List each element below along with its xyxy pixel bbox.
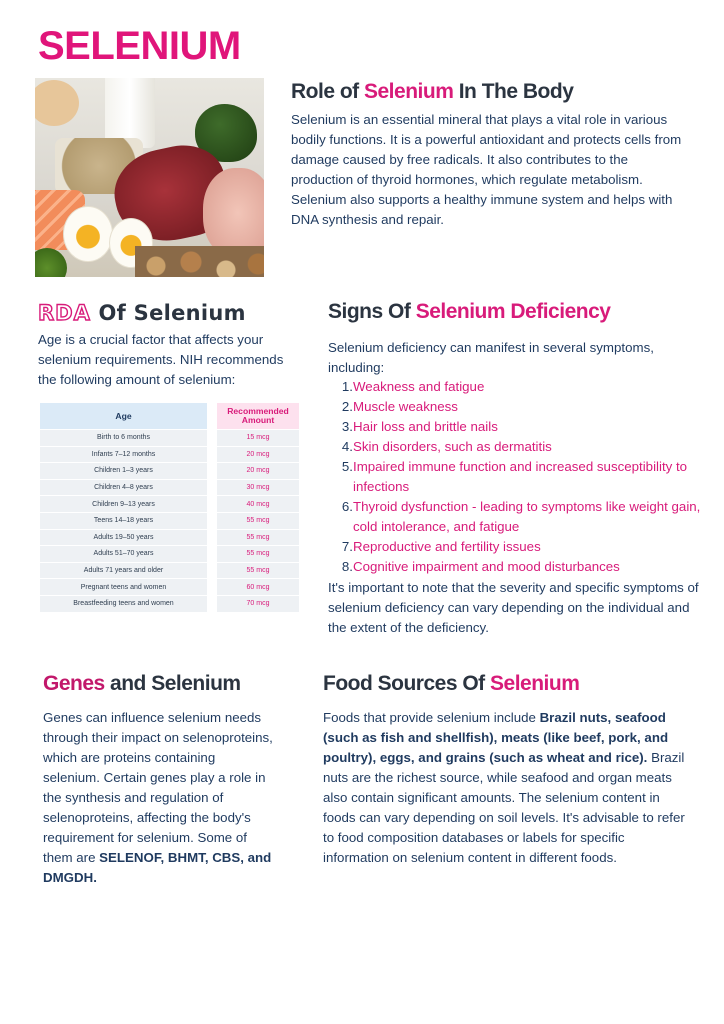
- deficiency-intro: Selenium deficiency can manifest in several symptoms, including:: [328, 340, 654, 375]
- list-item: [328, 557, 703, 577]
- table-row: [40, 446, 299, 463]
- genes-heading-highlight: Genes: [43, 672, 105, 695]
- deficiency-list: [328, 377, 703, 577]
- list-item-text: Muscle weakness: [353, 399, 458, 414]
- role-body: Selenium is an essential mineral that plays a vital role in various bodily functions. It is a powerful antioxidant and protects cells from damage caused by free radicals. It also contributes to the production of thyroid hormones, which regulate metabolism. Selenium also supports a healthy immune system and helps with DNA synthesis and repair.: [291, 112, 682, 227]
- table-row: [40, 578, 299, 595]
- table-row: [40, 529, 299, 546]
- list-item-number: 8.: [341, 559, 353, 574]
- deficiency-heading-highlight: Selenium Deficiency: [415, 300, 611, 323]
- table-row: [40, 512, 299, 529]
- rda-amount-cell: 55 mcg: [207, 529, 299, 546]
- rda-age-cell: Teens 14–18 years: [40, 512, 207, 529]
- rda-amount-cell: 20 mcg: [207, 462, 299, 479]
- list-item-number: 4.: [341, 439, 353, 454]
- rda-amount-cell: 60 mcg: [207, 578, 299, 595]
- rda-age-cell: Adults 71 years and older: [40, 562, 207, 579]
- rda-amount-cell: 20 mcg: [207, 446, 299, 463]
- list-item: [328, 437, 703, 457]
- rda-age-cell: Infants 7–12 months: [40, 446, 207, 463]
- list-item-number: 3.: [341, 419, 353, 434]
- list-item-text: Cognitive impairment and mood disturbances: [353, 559, 620, 574]
- rda-amount-cell: 70 mcg: [207, 595, 299, 612]
- genes-body-text: Genes can influence selenium needs through their impact on selenoproteins, which are proteins containing selenium. Certain genes play a role in the synthesis and regulation of selenoproteins, affecting the body's requirement for selenium. Some of them are: [43, 710, 273, 865]
- photo-egg-top: [35, 80, 79, 126]
- table-row: [40, 545, 299, 562]
- rda-age-cell: Adults 51–70 years: [40, 545, 207, 562]
- list-item-text: Weakness and fatigue: [353, 379, 485, 394]
- table-row: [40, 562, 299, 579]
- list-item: [328, 537, 703, 557]
- rda-age-cell: Breastfeeding teens and women: [40, 595, 207, 612]
- food-body: [323, 708, 693, 868]
- rda-table: [40, 403, 299, 612]
- list-item: [328, 497, 703, 537]
- page-title: SELENIUM: [38, 24, 241, 68]
- list-item: [328, 397, 703, 417]
- food-photo: [35, 78, 264, 277]
- table-row: [40, 495, 299, 512]
- food-body-bold: Brazil nuts, seafood (such as fish and shellfish), meats (like beef, pork, and poultry), eggs, and grains (such as wheat and rice).: [323, 710, 669, 765]
- photo-nuts: [135, 246, 264, 277]
- rda-table-header: [40, 403, 299, 429]
- rda-amount-cell: 15 mcg: [207, 429, 299, 446]
- genes-heading: [43, 671, 293, 697]
- list-item-text: Hair loss and brittle nails: [353, 419, 498, 434]
- food-heading-highlight: Selenium: [490, 672, 580, 695]
- list-item-number: 5.: [341, 459, 353, 474]
- genes-heading-post: and Selenium: [104, 672, 241, 695]
- list-item-number: 1.: [341, 379, 353, 394]
- table-row: [40, 429, 299, 446]
- role-heading: [291, 79, 701, 105]
- rda-amount-cell: 55 mcg: [207, 545, 299, 562]
- rda-heading-outline: RDA: [38, 301, 91, 325]
- rda-age-cell: Birth to 6 months: [40, 429, 207, 446]
- list-item-number: 2.: [341, 399, 353, 414]
- rda-amount-cell: 55 mcg: [207, 512, 299, 529]
- list-item: [328, 417, 703, 437]
- table-row: [40, 595, 299, 612]
- genes-list-bold: SELENOF, BHMT, CBS, and DMGDH.: [43, 850, 272, 885]
- role-heading-post: In The Body: [453, 80, 574, 103]
- rda-body: Age is a crucial factor that affects your selenium requirements. NIH recommends the following amount of selenium:: [38, 332, 284, 387]
- list-item-text: Skin disorders, such as dermatitis: [353, 439, 552, 454]
- table-row: [40, 462, 299, 479]
- rda-amount-cell: 30 mcg: [207, 479, 299, 496]
- list-item-number: 6.: [341, 499, 353, 514]
- genes-body: [43, 708, 275, 888]
- food-heading: [323, 671, 703, 697]
- role-heading-pre: Role of: [291, 80, 364, 103]
- rda-age-cell: Adults 19–50 years: [40, 529, 207, 546]
- table-row: [40, 479, 299, 496]
- list-item: [328, 377, 703, 397]
- food-body-pre: Foods that provide selenium include: [323, 710, 540, 725]
- deficiency-heading-pre: Signs Of: [328, 300, 416, 323]
- role-heading-highlight: Selenium: [364, 80, 454, 103]
- rda-heading-rest: Of Selenium: [90, 301, 246, 325]
- rda-heading: [38, 300, 298, 327]
- rda-age-cell: Pregnant teens and women: [40, 578, 207, 595]
- list-item: [328, 457, 703, 497]
- list-item-number: 7.: [341, 539, 353, 554]
- rda-col-amount: Recommended Amount: [207, 403, 299, 429]
- rda-age-cell: Children 4–8 years: [40, 479, 207, 496]
- rda-amount-cell: 40 mcg: [207, 495, 299, 512]
- list-item-text: Thyroid dysfunction - leading to symptoms like weight gain, cold intolerance, and fatigue: [353, 499, 701, 534]
- rda-age-cell: Children 1–3 years: [40, 462, 207, 479]
- rda-age-cell: Children 9–13 years: [40, 495, 207, 512]
- rda-col-age: Age: [40, 403, 207, 429]
- rda-amount-cell: 55 mcg: [207, 562, 299, 579]
- list-item-text: Reproductive and fertility issues: [353, 539, 541, 554]
- deficiency-heading: [328, 299, 708, 325]
- food-heading-pre: Food Sources Of: [323, 672, 491, 695]
- food-body-post: Brazil nuts are the richest source, while seafood and organ meats also contain significant amounts. The selenium content in foods can vary depending on soil levels. It's advisable to refer to food composition databases or labels for specific information on selenium content in different foods.: [323, 750, 685, 865]
- list-item-text: Impaired immune function and increased susceptibility to infections: [353, 459, 688, 494]
- photo-greens: [35, 248, 67, 277]
- photo-egg-half: [63, 206, 113, 262]
- deficiency-outro: It's important to note that the severity and specific symptoms of selenium deficiency can vary depending on the individual and the extent of the deficiency.: [328, 580, 699, 635]
- photo-chicken: [203, 168, 264, 258]
